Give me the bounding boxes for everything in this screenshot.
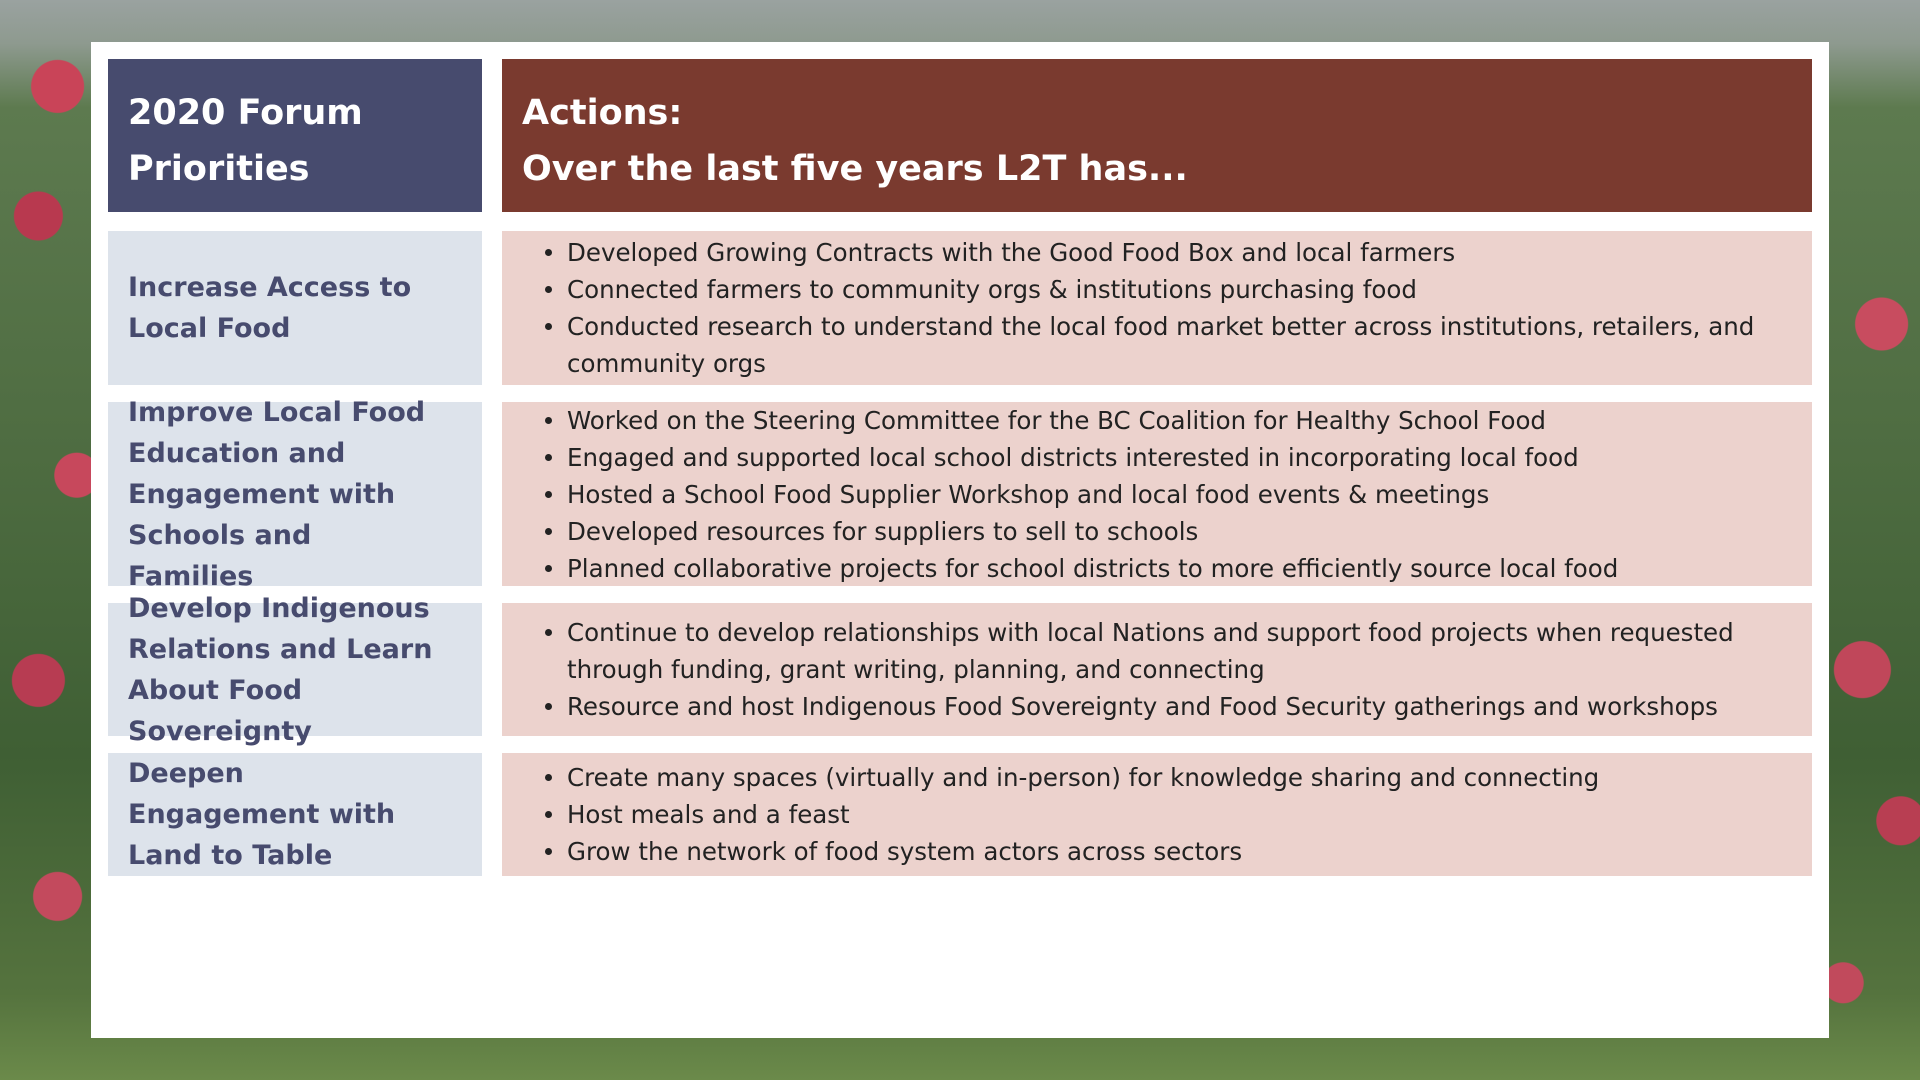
priority-cell-access [108,231,482,385]
action-cell-engagement [502,753,1812,876]
priorities-table-card [91,42,1829,1038]
priority-cell-indigenous [108,592,482,747]
action-list [542,234,1772,382]
priority-cell-education [108,396,482,592]
action-cell-access [502,231,1812,385]
action-list [542,402,1618,587]
priorities-header [108,59,482,212]
priority-label: Improve Local Food Education and Engagement with Schools and Families [128,396,426,592]
action-item: Hosted a School Food Supplier Workshop and local food events & meetings [567,476,1618,513]
action-list [542,759,1599,870]
priority-label: Deepen Engagement with Land to Table [128,758,396,871]
actions-header-line2: Over the last five years L2T has... [522,149,1188,189]
action-item: Host meals and a feast [567,796,1599,833]
priority-cell-engagement [108,753,482,876]
action-cell-indigenous [502,603,1812,736]
action-item: Connected farmers to community orgs & institutions purchasing food [567,271,1772,308]
action-item: Engaged and supported local school districts interested in incorporating local food [567,439,1618,476]
actions-header-line1: Actions: [522,93,683,133]
action-item: Planned collaborative projects for school districts to more efficiently source local food [567,550,1618,587]
action-item: Developed Growing Contracts with the Good Food Box and local farmers [567,234,1772,271]
action-item: Conducted research to understand the local food market better across institutions, retailers, and community orgs [567,308,1772,382]
priorities-header-line1: 2020 Forum [128,93,363,133]
priorities-header-line2: Priorities [128,149,310,189]
actions-header [502,59,1812,212]
action-item: Continue to develop relationships with local Nations and support food projects when requested through funding, grant writing, planning, and connecting [567,614,1772,688]
action-item: Create many spaces (virtually and in-person) for knowledge sharing and connecting [567,759,1599,796]
action-item: Worked on the Steering Committee for the BC Coalition for Healthy School Food [567,402,1618,439]
action-list [542,614,1772,725]
action-item: Developed resources for suppliers to sell to schools [567,513,1618,550]
action-item: Grow the network of food system actors across sectors [567,833,1599,870]
priority-label: Increase Access to Local Food [128,272,412,344]
action-cell-education [502,402,1812,586]
action-item: Resource and host Indigenous Food Sovereignty and Food Security gatherings and workshops [567,688,1772,725]
priority-label: Develop Indigenous Relations and Learn About Food Sovereignty [128,592,433,747]
